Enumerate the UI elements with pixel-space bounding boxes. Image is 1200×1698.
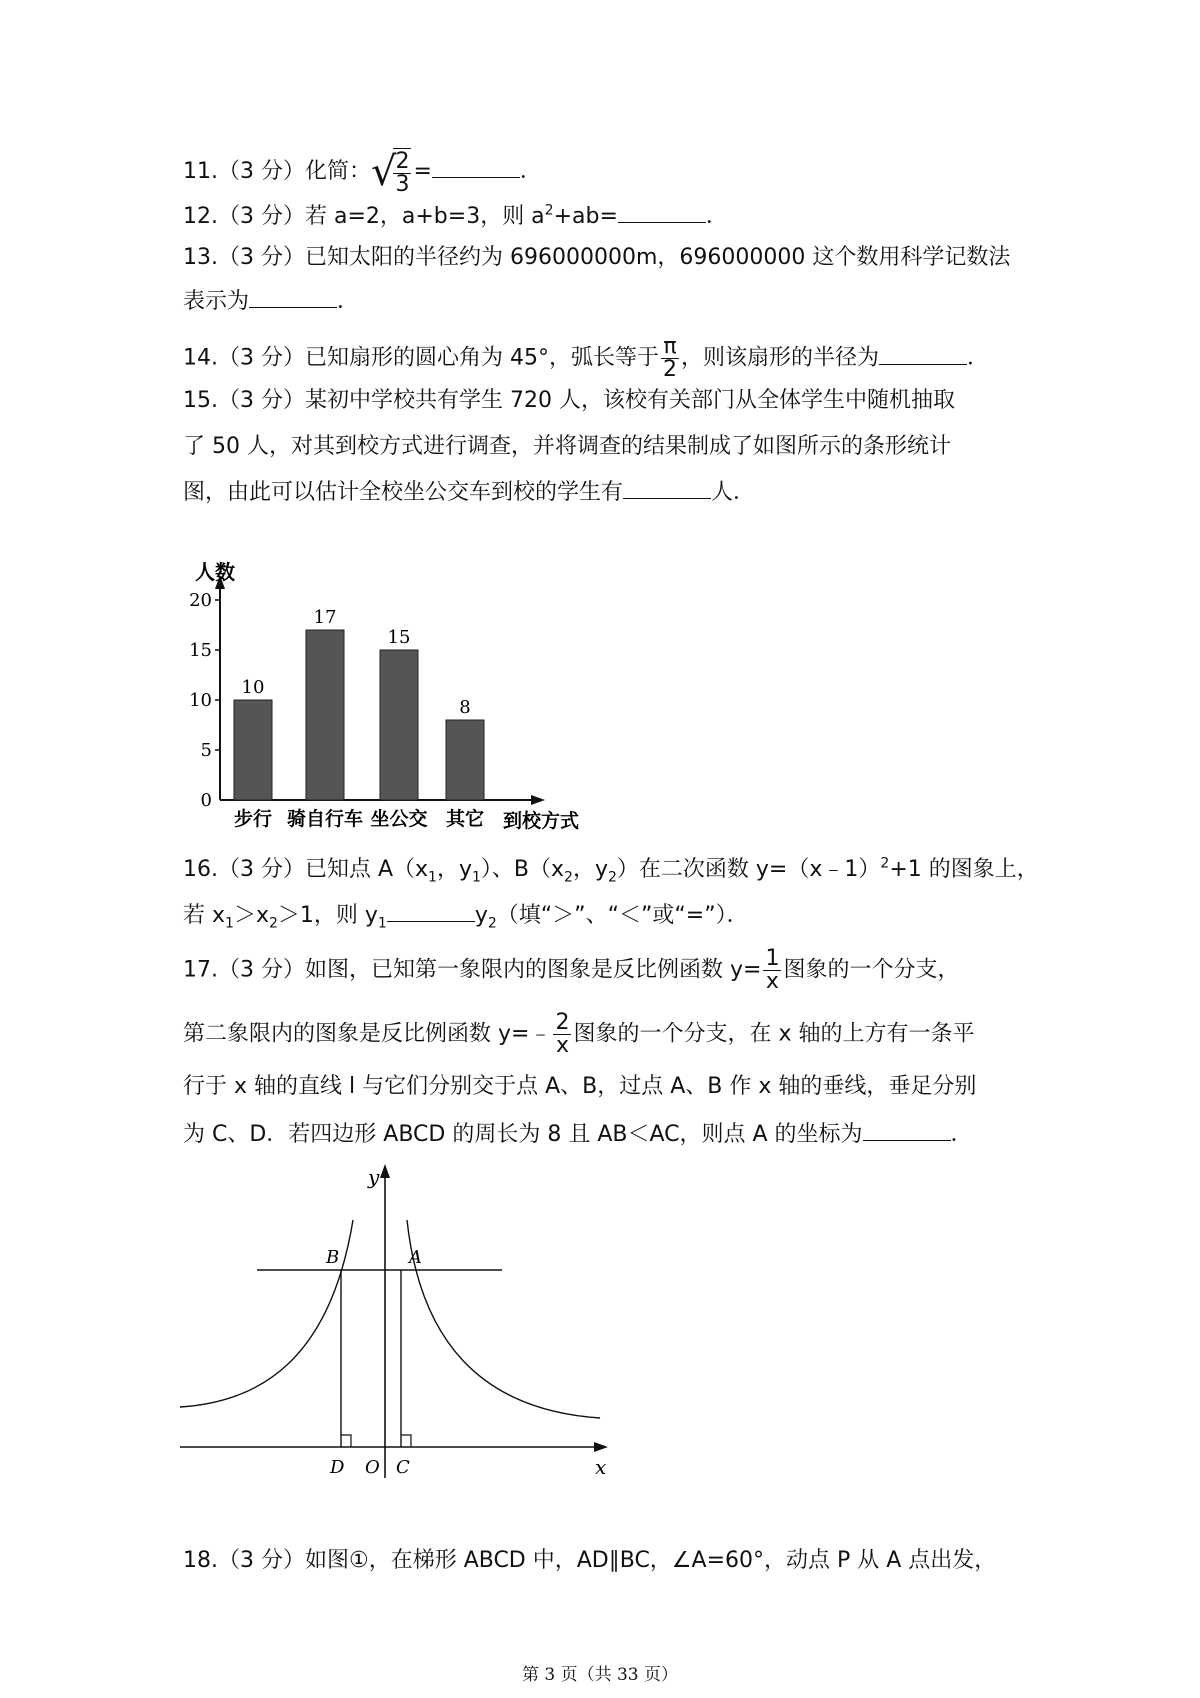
question-14: 14.（3 分）已知扇形的圆心角为 45°，弧长等于 $\frac{\pi}{2}$ ，则该扇形的半径为 ． xyxy=(183,334,989,382)
question-17-line4: 为 C、D．若四边形 ABCD 的周长为 8 且 AB＜AC，则点 A 的坐标为 ． xyxy=(183,1122,973,1147)
question-13-line2: 表示为 ． xyxy=(183,289,360,314)
answer-blank xyxy=(387,901,475,922)
q16-sub: 2 xyxy=(608,869,617,886)
x-axis-label: 到校方式 xyxy=(502,810,580,832)
label-c: C xyxy=(396,1457,410,1478)
q14-tail: ，则该扇形的半径为 xyxy=(680,345,879,371)
bar xyxy=(446,720,484,800)
bar xyxy=(380,650,418,800)
q11-numerator: 2 xyxy=(395,149,410,174)
q17-numerator: 1 xyxy=(765,946,780,971)
q11-text: 11.（3 分）化简： xyxy=(183,159,371,184)
q17-denominator: x xyxy=(553,1034,571,1057)
bar-data-label: 17 xyxy=(313,607,337,628)
q16-sub: 1 xyxy=(428,869,437,886)
q17-part: 第二象限内的图象是反比例函数 y=﹣ xyxy=(183,1021,552,1047)
q16-part: ＞x xyxy=(233,903,269,928)
q15-unit: 人． xyxy=(711,480,756,505)
sqrt-expression: √ $\frac{2}{3}$ xyxy=(370,149,410,197)
bar-data-label: 10 xyxy=(241,677,265,698)
category-label: 骑自行车 xyxy=(286,808,364,830)
label-x: x xyxy=(595,1455,607,1479)
label-o: O xyxy=(365,1457,380,1478)
label-b: B xyxy=(326,1247,340,1268)
q16-part: ＞1，则 y xyxy=(277,903,378,928)
question-17-line1 xyxy=(183,948,959,993)
q12-tail: +ab= xyxy=(553,204,618,229)
answer-blank xyxy=(249,287,337,308)
answer-blank xyxy=(618,202,706,223)
right-angle-d xyxy=(341,1435,351,1447)
bar xyxy=(306,630,344,800)
curve-first-quadrant xyxy=(407,1220,600,1418)
q16-part: ）、B（x xyxy=(480,857,565,882)
category-label: 其它 xyxy=(445,808,485,830)
q14-text: 14.（3 分）已知扇形的圆心角为 45°，弧长等于 xyxy=(183,345,659,371)
question-16-line2 xyxy=(183,901,749,931)
bar-data-label: 8 xyxy=(459,697,471,718)
right-angle-c xyxy=(401,1435,411,1447)
x-axis-arrow xyxy=(531,795,545,805)
q17-denominator: x xyxy=(763,970,781,993)
question-18: 18.（3 分）如图①，在梯形 ABCD 中，AD∥BC，∠A=60°，动点 P 从 A 点出发， xyxy=(183,1548,997,1573)
q16-sup: 2 xyxy=(880,855,890,872)
question-12: 12.（3 分）若 a=2，a+b=3，则 $a^2+ab=$ ． xyxy=(183,202,728,229)
question-11: 11.（3 分）化简：√ $\frac{2}{3}$ = ． xyxy=(183,149,542,197)
q17-part: 为 C、D．若四边形 ABCD 的周长为 8 且 AB＜AC，则点 A 的坐标为 xyxy=(183,1122,863,1147)
question-15-line2: 了 50 人，对其到校方式进行调查，并将调查的结果制成了如图所示的条形统计 xyxy=(183,434,951,459)
answer-blank xyxy=(432,157,520,178)
y-tick-label: 20 xyxy=(189,590,212,611)
q13-text: 表示为 xyxy=(183,289,250,314)
y-tick-label: 10 xyxy=(189,690,212,711)
q16-sub: 2 xyxy=(487,915,497,932)
q16-part: ）在二次函数 y=（x﹣1） xyxy=(616,857,881,882)
answer-blank xyxy=(879,344,967,365)
q11-denominator: 3 xyxy=(395,172,410,197)
q17-part: 图象的一个分支，在 x 轴的上方有一条平 xyxy=(573,1021,975,1047)
y-axis-arrow xyxy=(380,1164,390,1178)
question-17-line3: 行于 x 轴的直线 l 与它们分别交于点 A、B，过点 A、B 作 x 轴的垂线，垂足分别 xyxy=(183,1074,977,1099)
q16-sub: 2 xyxy=(268,915,278,932)
hyperbola-graph xyxy=(180,1160,620,1480)
q15-text: 图，由此可以估计全校坐公交车到校的学生有 xyxy=(183,480,624,505)
bar xyxy=(234,700,272,800)
q14-numerator: π xyxy=(663,334,677,359)
answer-blank xyxy=(863,1120,951,1141)
question-15-line3 xyxy=(183,478,755,508)
q16-sub: 1 xyxy=(472,869,481,886)
q17-numerator: 2 xyxy=(555,1010,570,1035)
q16-sub: 1 xyxy=(377,915,387,932)
x-axis-arrow xyxy=(594,1442,608,1452)
q16-part: 若 x xyxy=(183,903,226,928)
answer-blank xyxy=(623,478,711,499)
q16-part: y xyxy=(474,903,488,928)
question-15-line1: 15.（3 分）某初中学校共有学生 720 人，该校有关部门从全体学生中随机抽取 xyxy=(183,388,955,413)
q12-exponent: 2 xyxy=(544,202,554,219)
q17-part: 图象的一个分支， xyxy=(783,957,960,983)
q16-part: ，y xyxy=(572,857,608,882)
category-label: 坐公交 xyxy=(370,808,428,830)
one-over-x-fraction xyxy=(763,948,781,993)
pi-over-2-fraction xyxy=(661,336,679,381)
label-y: y xyxy=(368,1165,380,1189)
bar-data-label: 15 xyxy=(387,627,411,648)
q11-equals: = xyxy=(413,159,432,184)
y-tick-label: 15 xyxy=(189,640,212,661)
q14-denominator: 2 xyxy=(662,357,677,382)
category-label: 步行 xyxy=(233,808,273,830)
y-tick-label: 0 xyxy=(200,790,212,811)
q12-text: 12.（3 分）若 a=2，a+b=3，则 a xyxy=(183,204,545,229)
q16-part: ，y xyxy=(436,857,472,882)
question-13-line1: 13.（3 分）已知太阳的半径约为 696000000m，696000000 这个数用科学记数法 xyxy=(183,245,1011,270)
y-axis-label: 人数 xyxy=(195,560,235,584)
q16-part: （填“＞”、“＜”或“=”）． xyxy=(496,903,749,928)
label-a: A xyxy=(409,1247,422,1268)
bar-chart xyxy=(180,555,650,835)
q17-part: 17.（3 分）如图，已知第一象限内的图象是反比例函数 y= xyxy=(183,957,762,983)
y-tick-label: 5 xyxy=(200,740,212,761)
q16-part: +1 的图象上， xyxy=(889,857,1039,882)
q16-sub: 2 xyxy=(564,869,573,886)
q16-part: 16.（3 分）已知点 A（x xyxy=(183,857,429,882)
question-17-line2 xyxy=(183,1012,974,1057)
question-16-line1 xyxy=(183,855,1039,885)
q16-sub: 1 xyxy=(225,915,234,932)
two-over-x-fraction xyxy=(553,1012,571,1057)
label-d: D xyxy=(330,1457,345,1478)
page-footer: 第 3 页（共 33 页） xyxy=(521,1665,679,1685)
